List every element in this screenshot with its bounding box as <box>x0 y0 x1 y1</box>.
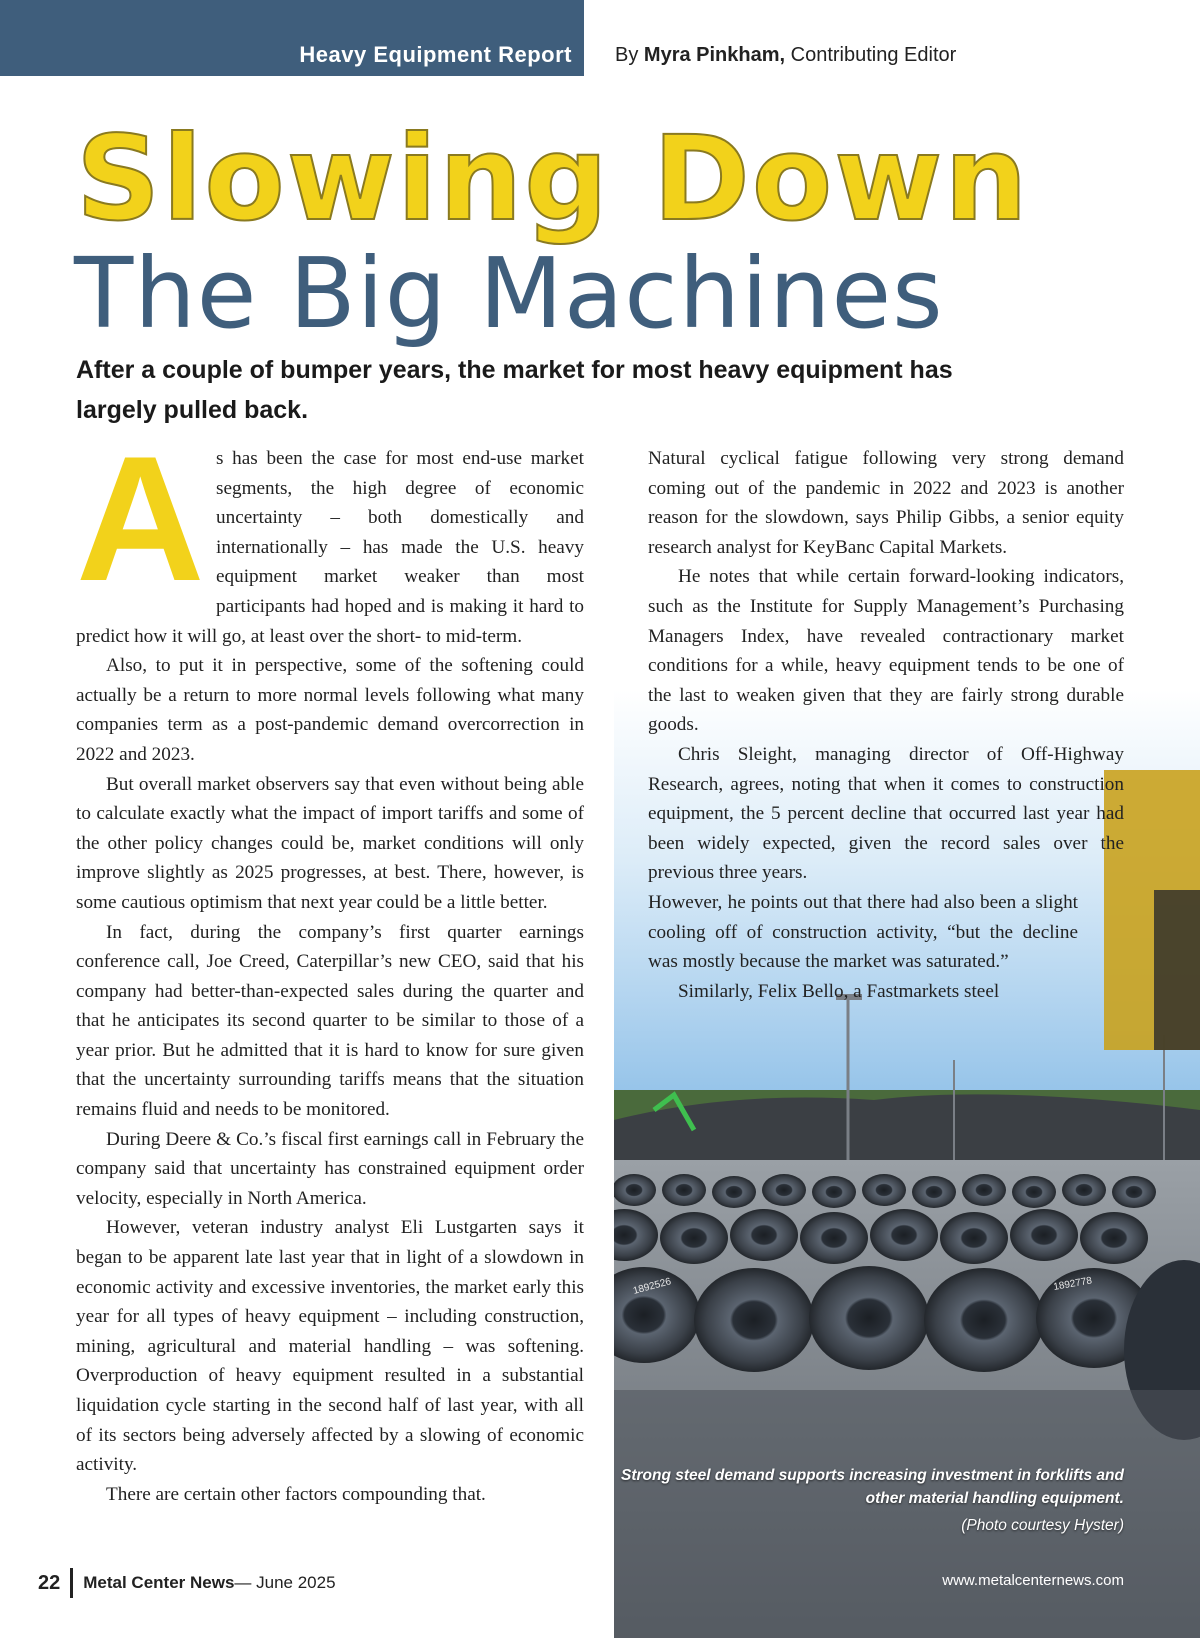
page-number: 22 <box>38 1571 61 1594</box>
photo-credit: (Photo courtesy Hyster) <box>961 1517 1124 1534</box>
footer-divider <box>70 1568 73 1598</box>
paragraph-10: Chris Sleight, managing director of Off-Highway Research, agrees, noting that when it comes to construction equipment, the 5 percent decline that occurred last year had been widely expected, given the record sales over the previous three years. <box>648 743 1124 884</box>
paragraph-4: In fact, during the company’s first quarter earnings conference call, Joe Creed, Caterpillar’s new CEO, said that his company had better-than-expected sales during the quarter and that he anticipates its second quarter to be similar to those of a year prior. But he admitted that it is hard to know for sure given that the uncertainty surrounding tariffs means that the situation remains fluid and needs to be monitored. <box>76 921 584 1121</box>
paragraph-2: Also, to put it in perspective, some of the softening could actually be a return to more normal levels following what many companies term as a post-pandemic demand overcorrection in 2022 and 2023. <box>76 655 584 765</box>
paragraph-1 <box>76 419 584 651</box>
section-label: Heavy Equipment Report <box>299 42 572 67</box>
paragraph-6: However, veteran industry analyst Eli Lustgarten says it began to be apparent late last year that in light of a slowdown in economic activity and excessive inventories, the market early this year for all types of heavy equipment – including construction, mining, agricultural and material handling – was softening. Overproduction of heavy equipment resulted in a substantial liquidation cycle starting in the second half of last year, with all of its sectors being adversely affected by a slowing of economic activity. <box>76 1217 584 1476</box>
website-link[interactable]: www.metalcenternews.com <box>942 1572 1124 1589</box>
paragraph-10-continued: However, he points out that there had also been a slight cooling off of construction activity, “but the decline was mostly because the market was saturated.” <box>648 891 1078 973</box>
article-column-left <box>76 419 584 1509</box>
coil-label-1: 1892526 <box>631 1276 673 1297</box>
drop-cap: A <box>76 419 205 618</box>
author-role: Contributing Editor <box>785 44 957 66</box>
paragraph-8: Natural cyclical fatigue following very strong demand coming out of the pandemic in 2022 and 2023 is another reason for the slowdown, says Philip Gibbs, a senior equity research analyst for KeyBanc Capital Markets. <box>648 448 1124 558</box>
coil-label-2: 1892778 <box>1052 1275 1093 1293</box>
paragraph-3: But overall market observers say that even without being able to calculate exactly what the impact of import tariffs and some of the other policy changes could be, market conditions will only improve slightly as 2025 progresses, at best. There, however, is some cautious optimism that next year could be a little better. <box>76 773 584 913</box>
article-column-right <box>648 444 1124 1006</box>
paragraph-1-text: s has been the case for most end-use market segments, the high degree of economic uncertainty – both domestically and internationally – has made the U.S. heavy equipment market weaker than most participants had hoped and is making it hard to predict how it will go, at least over the short- to mid-term. <box>76 448 584 647</box>
author-name: Myra Pinkham, <box>643 44 786 66</box>
paragraph-9: He notes that while certain forward-looking indicators, such as the Institute for Supply Management’s Purchasing Managers Index, have revealed contractionary market conditions for a while, heavy equipment tends to be one of the last to weaken given that they are fairly strong durable goods. <box>648 566 1124 736</box>
photo-caption <box>620 1464 1124 1537</box>
paragraph-7: There are certain other factors compounding that. <box>106 1483 486 1505</box>
issue-date: — June 2025 <box>234 1573 336 1592</box>
caption-text: Strong steel demand supports increasing investment in forklifts and other material handling equipment. <box>621 1467 1124 1507</box>
byline <box>615 44 956 67</box>
section-tab <box>0 0 584 76</box>
headline-line-2: The Big Machines <box>74 237 944 350</box>
coil-row-back <box>614 1174 1156 1208</box>
headline-line-1: Slowing Down <box>76 110 1030 247</box>
article-deck: After a couple of bumper years, the market for most heavy equipment has largely pulled back. <box>76 356 953 424</box>
paragraph-5: During Deere & Co.’s fiscal first earnings call in February the company said that uncertainty has constrained equipment order velocity, especially in North America. <box>76 1128 584 1209</box>
page-footer <box>38 1568 336 1598</box>
byline-prefix: By <box>615 44 644 66</box>
paragraph-11: Similarly, Felix Bello, a Fastmarkets steel <box>678 980 1000 1002</box>
publication-name: Metal Center News <box>83 1573 235 1592</box>
